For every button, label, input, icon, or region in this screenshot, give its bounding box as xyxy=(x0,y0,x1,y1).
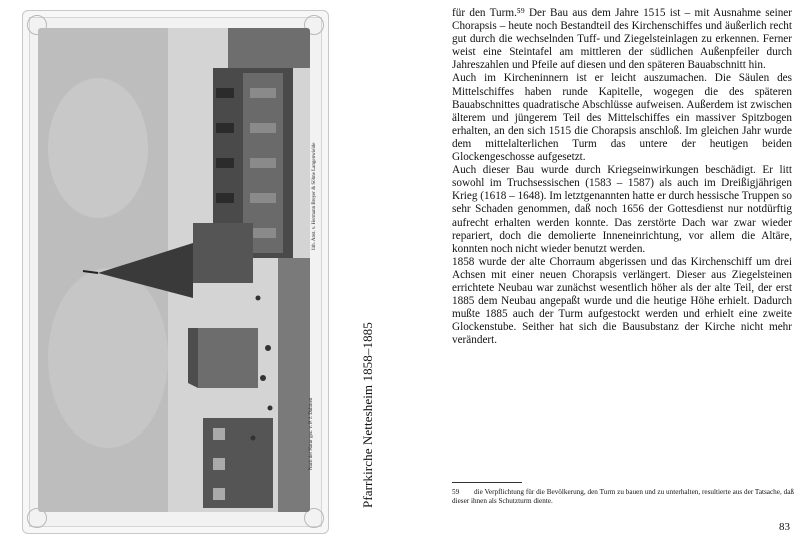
right-page xyxy=(400,0,800,541)
paragraph: für den Turm.⁵⁹ Der Bau aus dem Jahre 1515 ist – mit Ausnahme seiner Chorapsis – heute noch Bestandteil des Kirchenschiffes und äußerlich recht gut durch die wechselnden Tuff- und Ziegelsteinlagen zu erkennen. Ferner weist eine Steintafel am mittleren der südlichen Außenpfeiler durch Jahreszahlen und Pfeile auf diesen und den späteren Bauabschnitt hin. xyxy=(452,7,792,72)
page-number: 83 xyxy=(779,521,790,533)
footnote xyxy=(452,488,794,506)
footnote-divider xyxy=(452,482,522,483)
paragraph: 1858 wurde der alte Chorraum abgerissen und das Kirchenschiff um drei Achsen mit einer neuen Chorapsis verlängert. Dieser aus Ziegelsteinen errichtete Neubau war zunächst wesentlich höher als der alte Teil, der erst 1885 dem Neubau angepaßt wurde und die heutige Höhe erhielt. Dadurch mußte 1885 auch der Turm aufgestockt werden und erhielt eine zweite Glockenstube. Seither hat sich die Bausubstanz der Kirche nicht mehr verändert. xyxy=(452,255,792,347)
footnote-number: 59 xyxy=(452,488,460,496)
body-text xyxy=(452,7,792,347)
paragraph: Auch dieser Bau wurde durch Kriegseinwirkungen beschädigt. Er litt sowohl im Truchsessischen (1583 – 1587) als auch im Dreißigjährigen Krieg (1618 – 1648). Im letztgenannten hatte er durch hessische Truppen so sehr Schaden genommen, daß noch 1656 der Gottesdienst nur notdürftig aufrecht erhalten werden konnte. Das zerstörte Dach war zwar wieder repariert, doch die demolierte Inneneinrichtung, vor allem die Altäre, konnten noch nicht wieder benutzt werden. xyxy=(452,164,792,255)
paragraph: Auch im Kircheninnern ist er leicht auszumachen. Die Säulen des Mittelschiffes haben runde Kapitelle, wogegen die des späteren Bauabschnittes quadratische Abschlüsse aufweisen. Außerdem ist zwischen älterem und jüngerem Teil des Mittelschiffes ein massiver Spitzbogen erhalten, an den sich 1515 die Chorapsis anschloß. Im gleichen Jahr wurde dem mittelalterlichen Turm das untere der heutigen beiden Glockengeschosse aufgesetzt. xyxy=(452,72,792,164)
artist-credit: Nach der Natur gez. v. P. J. Dahmen xyxy=(309,397,314,470)
footnote-text: die Verpflichtung für die Bevölkerung, den Turm zu bauen und zu unterhalten, resultierte aus der Tatsache, daß dieser ihnen als Schutzturm diente. xyxy=(452,488,794,505)
church-lithograph xyxy=(38,28,310,512)
lithographer-credit: lith. Anst. v. Hermann Breyer & Söhne Langenwielde xyxy=(312,142,317,250)
plate-caption: Pfarrkirche Nettesheim 1858–1885 xyxy=(360,322,375,508)
